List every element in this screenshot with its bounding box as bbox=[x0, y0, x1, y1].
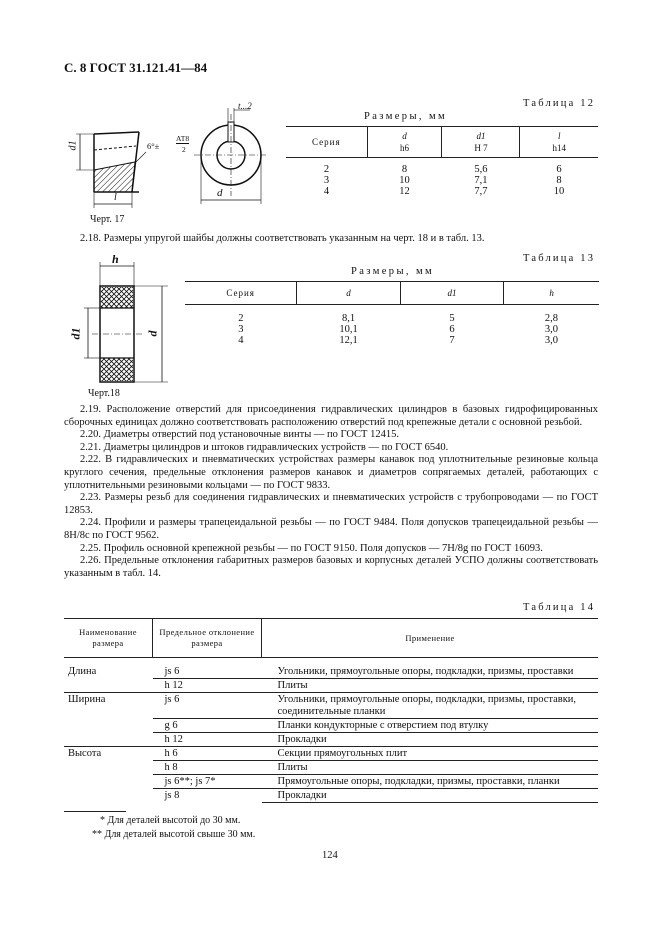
figure-17-caption: Черт. 17 bbox=[90, 214, 125, 225]
fig17-tol-den: 2 bbox=[182, 145, 186, 154]
cell-tolerance: js 6 bbox=[164, 666, 180, 677]
table-14 bbox=[64, 618, 598, 803]
cell-application: Прокладки bbox=[262, 733, 599, 747]
figure-18-caption: Черт.18 bbox=[88, 388, 120, 399]
cell-application: Угольники, прямоугольные опоры, подкладки, призмы, проставки, соединительные планки bbox=[262, 693, 599, 719]
table-12 bbox=[286, 126, 598, 197]
paragraphs-block bbox=[64, 404, 598, 580]
t12-header-series: Серия bbox=[286, 127, 367, 158]
table-row: 3 10 7,1 8 bbox=[323, 174, 562, 186]
cell-size-name bbox=[64, 679, 153, 693]
table-12-subcaption: Размеры, мм bbox=[364, 111, 448, 122]
fig17-t-label: t...2 bbox=[238, 101, 252, 111]
table-14-body bbox=[64, 658, 598, 803]
paragraph-2-26: 2.26. Предельные отклонения габаритных размеров базовых и корпусных деталей УСПО должны соответствовать указанным в табл. 14. bbox=[64, 555, 598, 579]
table-14-caption: Таблица 14 bbox=[523, 602, 596, 613]
footnote-1: * Для деталей высотой до 30 мм. bbox=[100, 815, 241, 826]
page-header: С. 8 ГОСТ 31.121.41—84 bbox=[64, 60, 208, 75]
t13-header-d: d bbox=[297, 282, 401, 305]
paragraph-2-20: 2.20. Диаметры отверстий под установочные винты — по ГОСТ 12415. bbox=[80, 429, 399, 441]
table-12-caption: Таблица 12 bbox=[523, 98, 596, 109]
t13-header-series: Серия bbox=[185, 282, 297, 305]
cell-application: Плиты bbox=[262, 679, 599, 693]
cell-size-name bbox=[64, 775, 153, 789]
table-row bbox=[64, 775, 598, 789]
table-row bbox=[64, 693, 598, 719]
cell-application: Прямоугольные опоры, подкладки, призмы, проставки, планки bbox=[262, 775, 599, 789]
cell-tolerance: js 8 bbox=[153, 789, 262, 803]
table-row: 2 8 5,6 6 bbox=[323, 163, 562, 175]
fig17-l-label: l bbox=[114, 192, 117, 203]
paragraph-2-24: 2.24. Профили и размеры трапецеидальной резьбы — по ГОСТ 9484. Поля допусков трапецеидальной резьбы — 8H/8c по ГОСТ 9562. bbox=[64, 517, 598, 541]
table-row: 4 12,1 7 3,0 bbox=[238, 334, 558, 346]
fig17-d1-label: d1 bbox=[67, 140, 79, 151]
paragraph-2-18: 2.18. Размеры упругой шайбы должны соответствовать указанным на черт. 18 и в табл. 13. bbox=[80, 233, 485, 244]
fig18-d1-label: d1 bbox=[68, 327, 83, 340]
figure-17-drawing bbox=[64, 100, 274, 212]
paragraph-2-19: 2.19. Расположение отверстий для присоединения гидравлических цилиндров в базовых гидрофицированных сборочных единицах должно соответствовать расположению отверстий под крепежные детали с основной резьбой. bbox=[64, 404, 598, 428]
table-row bbox=[64, 679, 598, 693]
t14-header-tolerance: Предельное отклонение размера bbox=[153, 619, 262, 658]
table-row bbox=[64, 761, 598, 775]
table-row bbox=[64, 658, 598, 679]
cell-tolerance: h 12 bbox=[153, 733, 262, 747]
cell-application: Угольники, прямоугольные опоры, подкладки, призмы, проставки bbox=[277, 666, 574, 677]
t14-header-name: Наименование размера bbox=[64, 619, 153, 658]
fig17-angle-label: 6°± bbox=[147, 141, 160, 151]
paragraph-2-25: 2.25. Профиль основной крепежной резьбы — по ГОСТ 9150. Поля допусков — 7H/8g по ГОСТ 16093. bbox=[80, 542, 543, 554]
table-row bbox=[64, 789, 598, 803]
cell-size-name: Высота bbox=[64, 747, 153, 761]
cell-tolerance: js 6 bbox=[153, 693, 262, 719]
t13-header-h: h bbox=[504, 282, 599, 305]
table-row: 2 8,1 5 2,8 bbox=[238, 312, 558, 324]
t12-header-d1: d1 H 7 bbox=[442, 127, 520, 158]
cell-size-name bbox=[64, 761, 153, 775]
cell-size-name bbox=[64, 719, 153, 733]
table-row: 4 12 7,7 10 bbox=[323, 185, 565, 197]
cell-size-name bbox=[64, 733, 153, 747]
cell-size-name: Ширина bbox=[64, 693, 153, 719]
table-13-subcaption: Размеры, мм bbox=[351, 266, 435, 277]
footnote-2: ** Для деталей высотой свыше 30 мм. bbox=[92, 829, 256, 840]
cell-application: Планки кондукторные с отверстием под втулку bbox=[262, 719, 599, 733]
figure-18-drawing bbox=[64, 254, 180, 386]
cell-tolerance: js 6**; js 7* bbox=[153, 775, 262, 789]
cell-application: Плиты bbox=[262, 761, 599, 775]
cell-tolerance: h 6 bbox=[153, 747, 262, 761]
cell-size-name bbox=[64, 789, 153, 803]
cell-tolerance: g 6 bbox=[153, 719, 262, 733]
table-row bbox=[64, 747, 598, 761]
cell-application: Прокладки bbox=[262, 789, 599, 803]
footnote-divider bbox=[64, 811, 126, 812]
table-row bbox=[64, 733, 598, 747]
cell-tolerance: h 12 bbox=[153, 679, 262, 693]
table-13 bbox=[185, 281, 599, 346]
t13-header-d1: d1 bbox=[400, 282, 504, 305]
cell-tolerance: h 8 bbox=[153, 761, 262, 775]
table-row: 3 10,1 6 3,0 bbox=[238, 323, 558, 335]
paragraph-2-22: 2.22. В гидравлических и пневматических устройствах размеры канавок под уплотнительные резиновые кольца круглого сечения, предельные отклонения размеров канавок и диаметров сопрягаемых деталей, работающих с уплотнительными резиновыми кольцами — по ГОСТ 9833. bbox=[64, 454, 598, 491]
paragraph-2-23: 2.23. Размеры резьб для соединения гидравлических и пневматических устройств с трубопроводами — по ГОСТ 12853. bbox=[64, 492, 598, 516]
fig18-h-label: h bbox=[112, 252, 119, 266]
t14-header-application: Применение bbox=[262, 619, 599, 658]
fig17-d-label: d bbox=[217, 187, 223, 199]
t12-header-d: d h6 bbox=[367, 127, 442, 158]
fig17-tol-num: АТ8 bbox=[176, 134, 190, 143]
table-row bbox=[64, 719, 598, 733]
t12-header-l: l h14 bbox=[520, 127, 598, 158]
page-number: 124 bbox=[322, 850, 338, 861]
paragraph-2-21: 2.21. Диаметры цилиндров и штоков гидравлических устройств — по ГОСТ 6540. bbox=[80, 441, 449, 453]
fig18-d-label: d bbox=[145, 330, 160, 337]
table-13-caption: Таблица 13 bbox=[523, 253, 596, 264]
cell-size-name: Длина bbox=[68, 666, 97, 677]
cell-application: Секции прямоугольных плит bbox=[262, 747, 599, 761]
